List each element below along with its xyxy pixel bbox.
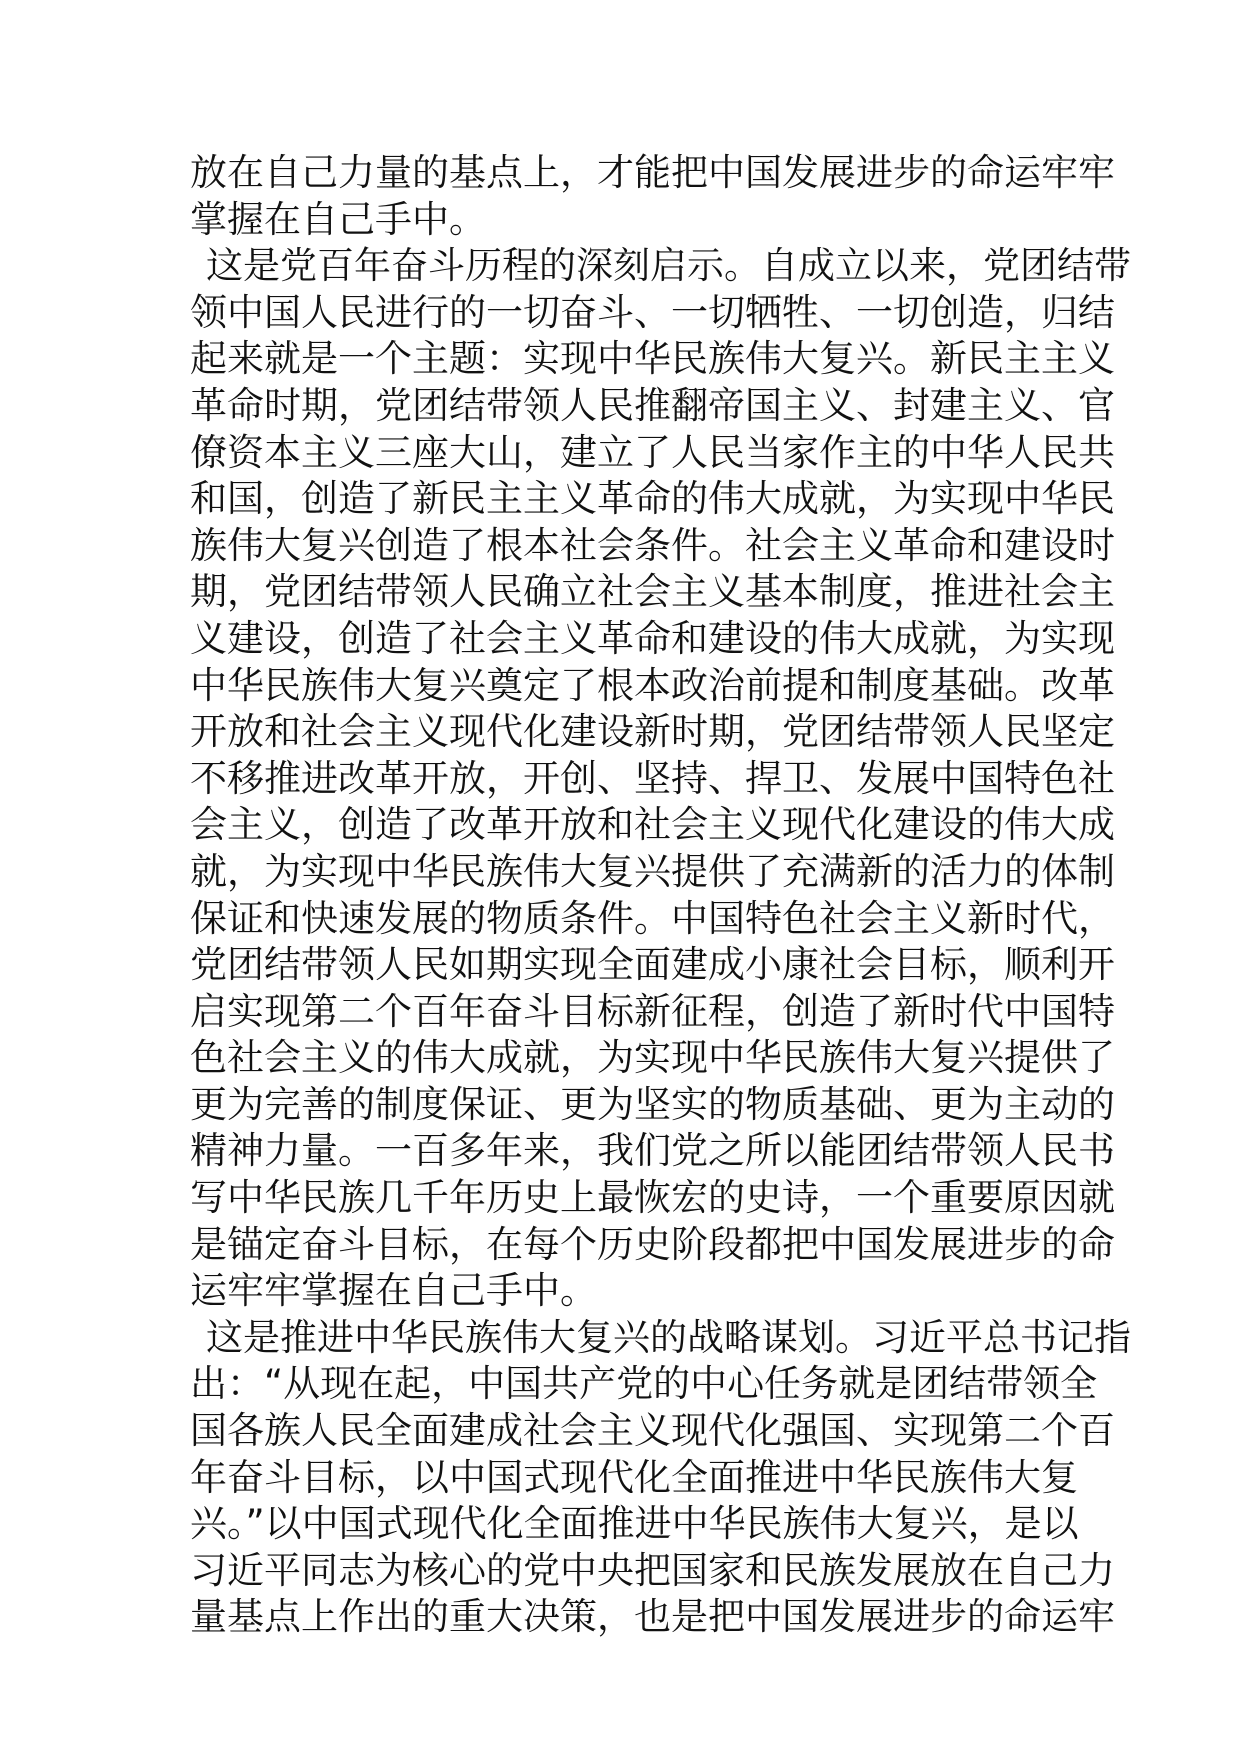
text-line: 期，党团结带领人民确立社会主义基本制度，推进社会主 [190,570,1115,614]
text-line: 不移推进改革开放，开创、坚持、捍卫、发展中国特色社 [190,756,1115,800]
text-line: 义建设，创造了社会主义革命和建设的伟大成就，为实现 [190,616,1115,660]
text-line: 就，为实现中华民族伟大复兴提供了充满新的活力的体制 [190,849,1115,893]
text-line: 色社会主义的伟大成就，为实现中华民族伟大复兴提供了 [190,1036,1115,1080]
body-text [190,150,1131,1641]
text-line: 革命时期，党团结带领人民推翻帝国主义、封建主义、官 [190,383,1115,427]
text-line: 和国，创造了新民主主义革命的伟大成就，为实现中华民 [190,477,1115,521]
text-line: 习近平同志为核心的党中央把国家和民族发展放在自己力 [190,1548,1115,1592]
text-line: 族伟大复兴创造了根本社会条件。社会主义革命和建设时 [190,523,1115,567]
text-line: 写中华民族几千年历史上最恢宏的史诗，一个重要原因就 [190,1176,1115,1220]
text-line: 党团结带领人民如期实现全面建成小康社会目标，顺利开 [190,943,1115,987]
text-line: 兴。”以中国式现代化全面推进中华民族伟大复兴，是以 [190,1502,1079,1546]
text-line: 启实现第二个百年奋斗目标新征程，创造了新时代中国特 [190,989,1115,1033]
text-line: 僚资本主义三座大山，建立了人民当家作主的中华人民共 [190,430,1115,474]
text-line: 起来就是一个主题：实现中华民族伟大复兴。新民主主义 [190,337,1115,381]
text-line: 运牢牢掌握在自己手中。 [190,1269,597,1313]
text-line: 量基点上作出的重大决策，也是把中国发展进步的命运牢 [190,1595,1115,1639]
text-line: 精神力量。一百多年来，我们党之所以能团结带领人民书 [190,1129,1115,1173]
text-line: 国各族人民全面建成社会主义现代化强国、实现第二个百 [190,1409,1115,1453]
text-line: 领中国人民进行的一切奋斗、一切牺牲、一切创造，归结 [190,290,1115,334]
text-line: 更为完善的制度保证、更为坚实的物质基础、更为主动的 [190,1082,1115,1126]
text-line: 中华民族伟大复兴奠定了根本政治前提和制度基础。改革 [190,663,1115,707]
text-line: 出：“从现在起，中国共产党的中心任务就是团结带领全 [190,1362,1098,1406]
text-line: 掌握在自己手中。 [190,197,486,241]
text-line: 放在自己力量的基点上，才能把中国发展进步的命运牢牢 [190,151,1115,194]
text-line: 会主义，创造了改革开放和社会主义现代化建设的伟大成 [190,803,1115,847]
text-line: 保证和快速发展的物质条件。中国特色社会主义新时代， [190,896,1115,940]
text-line: 是锚定奋斗目标，在每个历史阶段都把中国发展进步的命 [190,1222,1115,1266]
text-line: 年奋斗目标，以中国式现代化全面推进中华民族伟大复 [190,1455,1078,1499]
paragraph-start-line: 这是推进中华民族伟大复兴的战略谋划。习近平总书记指 [206,1315,1131,1359]
paragraph-start-line: 这是党百年奋斗历程的深刻启示。自成立以来，党团结带 [206,244,1131,288]
text-line: 开放和社会主义现代化建设新时期，党团结带领人民坚定 [190,710,1115,754]
